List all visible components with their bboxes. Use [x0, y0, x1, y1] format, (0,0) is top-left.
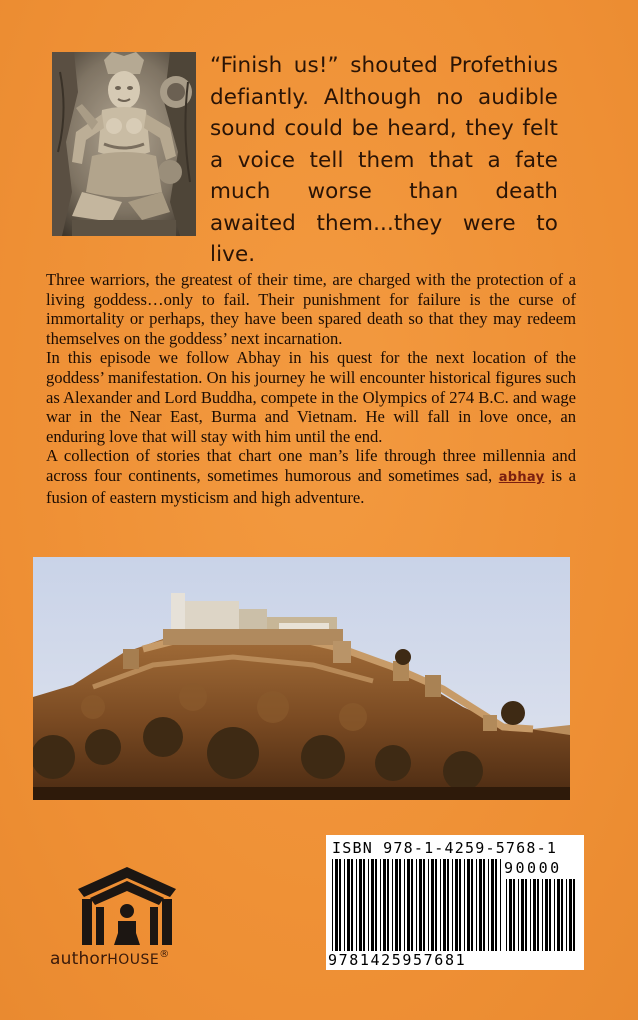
book-description: [46, 270, 576, 507]
isbn-barcode: [326, 835, 584, 970]
description-paragraph-2: In this episode we follow Abhay in his quest for the next location of the goddess’ manifestation. On his journey he will encounter historical figures such as Alexander and Lord Buddha, compete in the Olympics of 274 B.C. and wage war in the Near East, Burma and Vietnam. He will fall in love once, an enduring love that will stay with him until the end.: [46, 348, 576, 446]
pull-quote: “Finish us!” shouted Profethius defiantly. Although no audible sound could be heard, they felt a voice tell them that a fate much worse than death awaited them...they were to live.: [210, 53, 558, 267]
description-p3-ending: is a fusion of eastern mysticism and high adventure.: [46, 465, 576, 507]
barcode-bars: [326, 835, 584, 970]
isbn-label: ISBN 978-1-4259-5768-1: [332, 839, 558, 857]
description-paragraph-1: Three warriors, the greatest of their time, are charged with the protection of a living goddess…only to fail. Their punishment for failure is the curse of immortality or perhaps, they have been spared death so that they may redeem themselves on the goddess’ next incarnation.: [46, 270, 576, 348]
goddess-statue-photo: [52, 52, 196, 236]
ean-number: 9781425957681: [328, 951, 467, 969]
publisher-name: [50, 949, 169, 969]
authorhouse-logo-icon: [78, 867, 176, 945]
abhay-title-logo: abhay: [498, 469, 545, 485]
description-paragraph-3: [46, 446, 576, 507]
publisher-name-part2: HOUSE: [107, 952, 160, 968]
publisher-name-part1: author: [50, 949, 108, 969]
price-addon-code: 90000: [504, 859, 562, 877]
description-p3-text: A collection of stories that chart one man’s life through three millennia and across four continents, sometimes humorous and sometimes sad,: [46, 446, 576, 485]
hill-fort-photo: [33, 557, 570, 800]
registered-mark: ®: [159, 949, 170, 960]
